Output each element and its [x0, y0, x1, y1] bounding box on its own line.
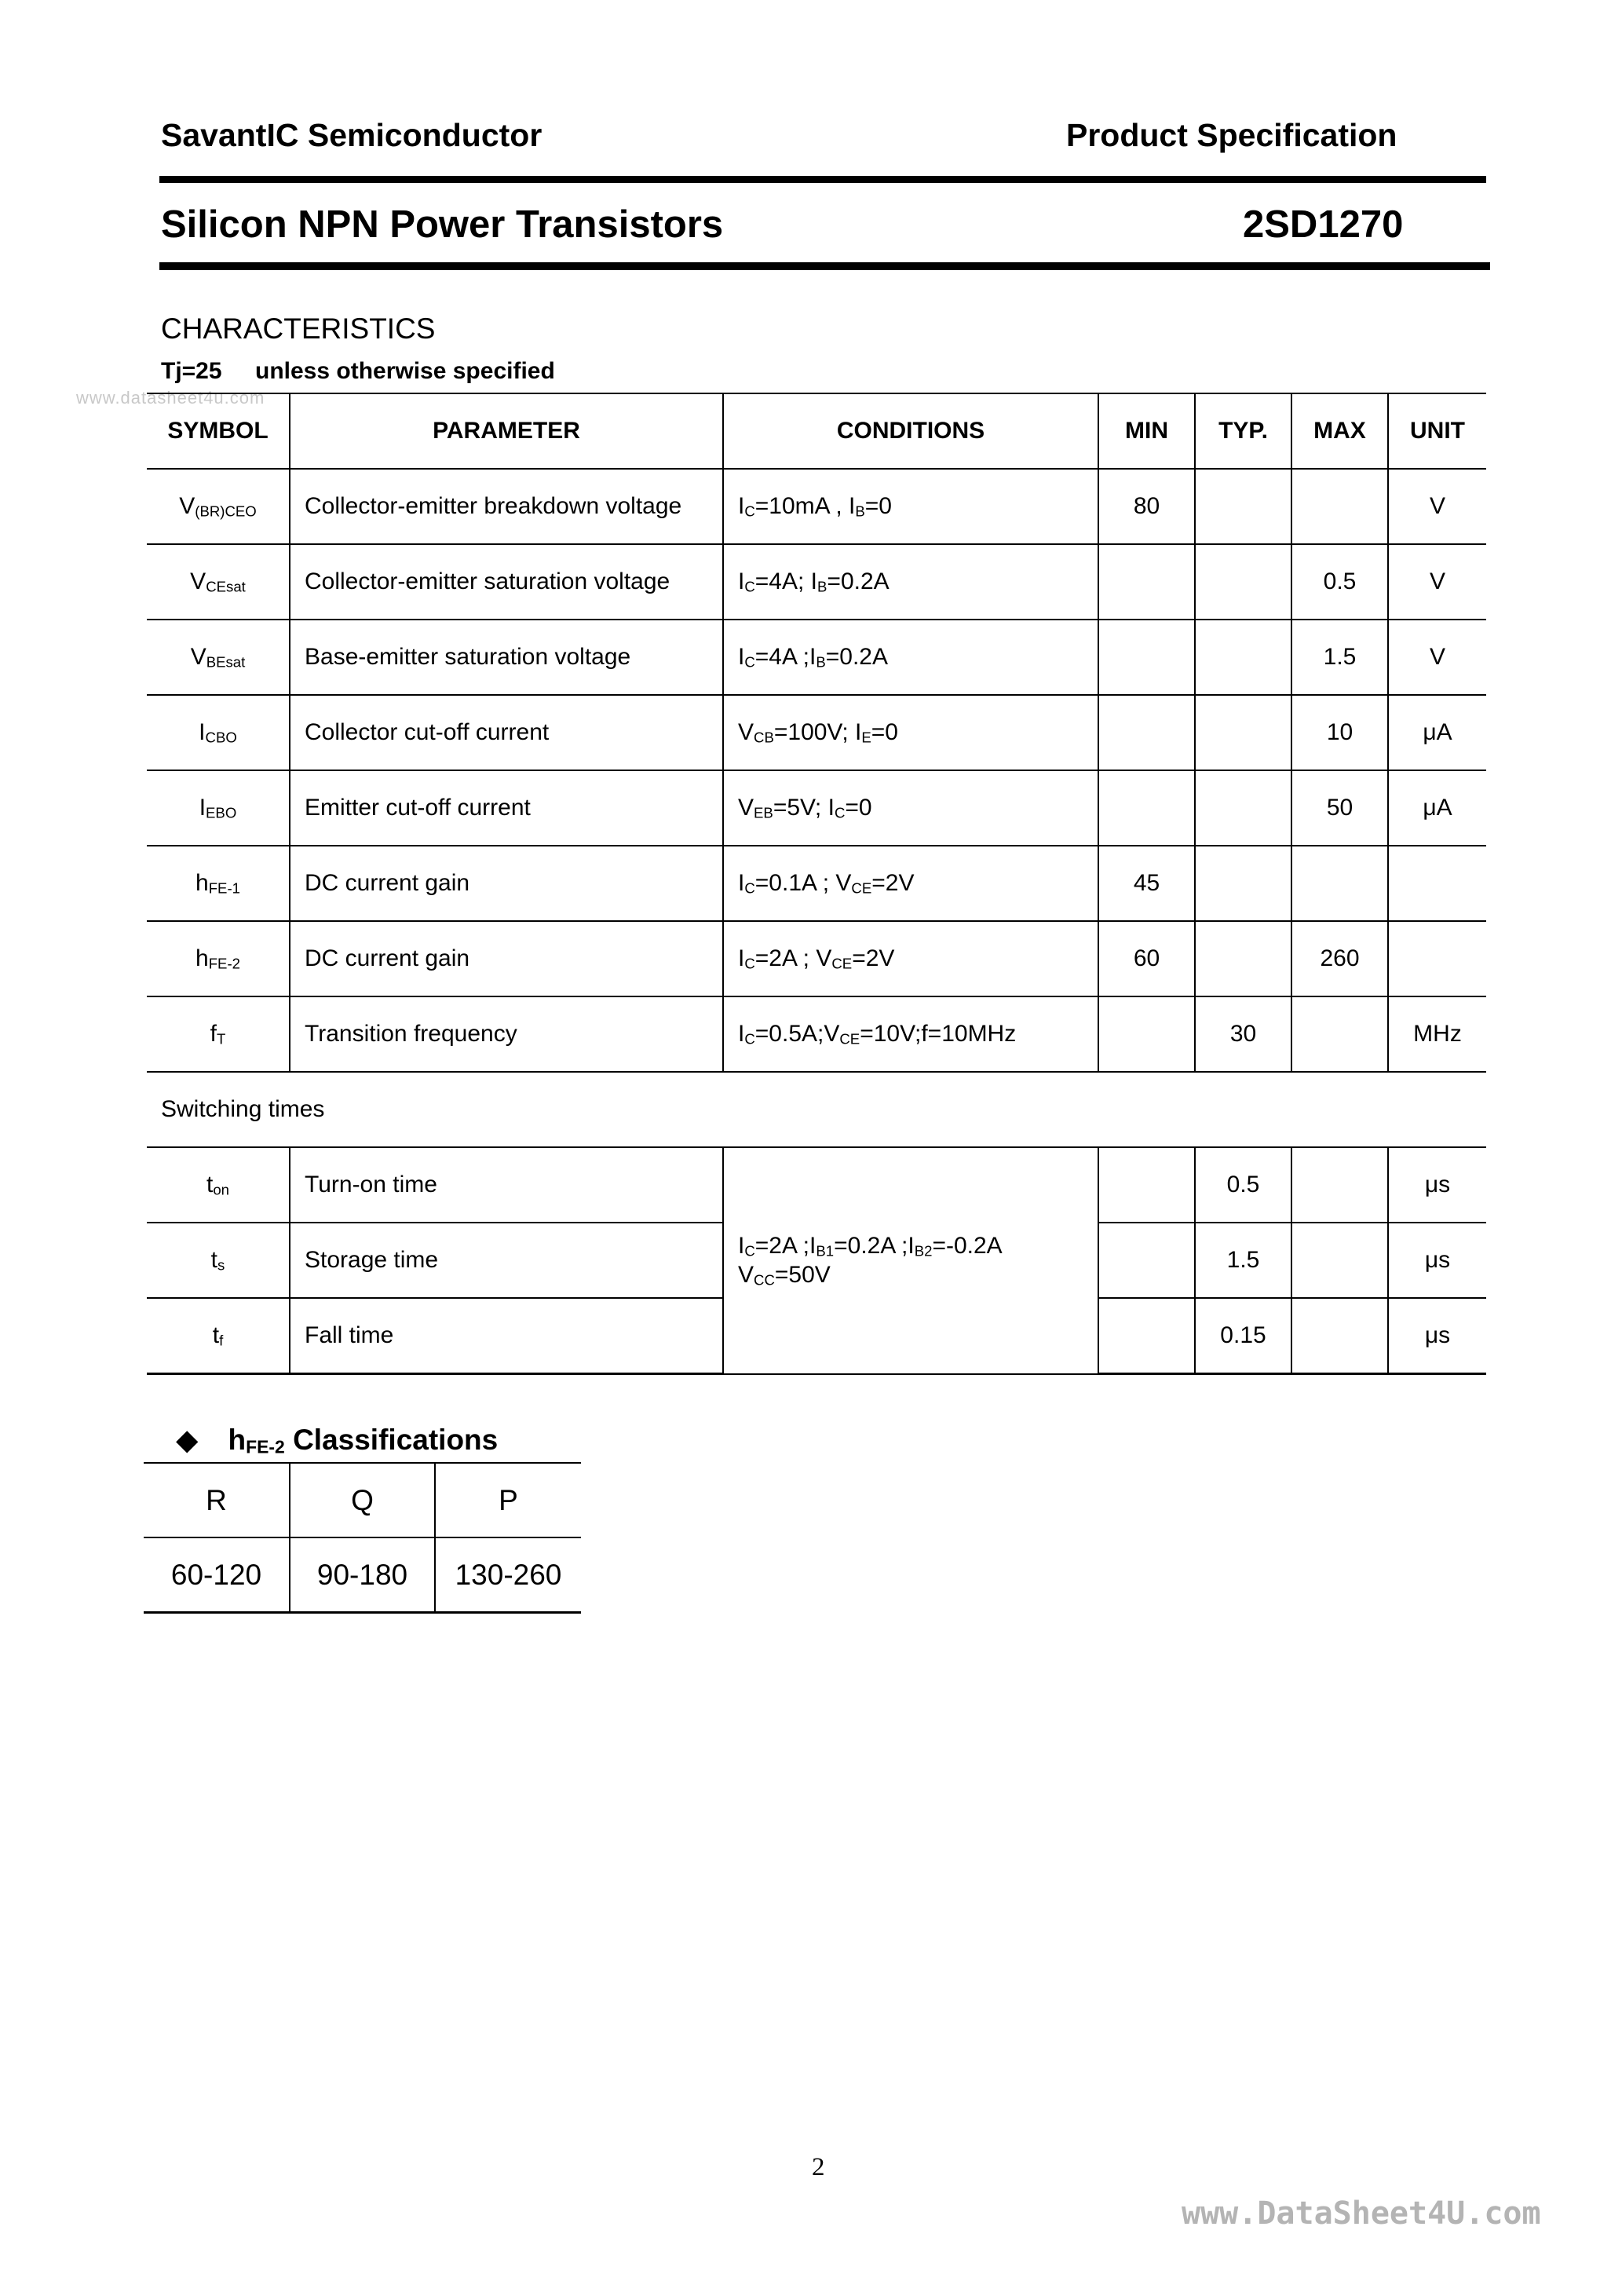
class-cell: P [435, 1463, 581, 1537]
condition-subscript: C [744, 653, 755, 671]
table-row [147, 620, 1486, 695]
condition-value: =0.2A [827, 569, 890, 594]
min-cell [1098, 544, 1195, 620]
symbol-letter: V [190, 569, 206, 594]
condition-subscript: B [817, 578, 827, 595]
symbol-letter: t [212, 1322, 220, 1348]
unit-cell: μs [1388, 1298, 1486, 1374]
min-cell: 60 [1098, 921, 1195, 996]
condition-subscript: CE [831, 955, 853, 972]
range-cell: 60-120 [144, 1537, 290, 1613]
condition-var: I [738, 644, 745, 670]
condition-var: V [835, 870, 852, 896]
typ-cell [1195, 620, 1291, 695]
switching-times-label: Switching times [147, 1072, 1486, 1147]
min-cell [1098, 695, 1195, 770]
symbol-cell [147, 846, 290, 921]
condition-subscript: B [816, 653, 826, 671]
condition-value: =10mA , [754, 493, 849, 519]
symbol-cell [147, 1147, 290, 1223]
symbol-cell [147, 1223, 290, 1298]
symbol-cell [147, 770, 290, 846]
typ-cell [1195, 846, 1291, 921]
min-cell [1098, 770, 1195, 846]
conditions-cell [723, 469, 1098, 544]
unit-cell: MHz [1388, 996, 1486, 1072]
class-cell: R [144, 1463, 290, 1537]
parameter-cell: Transition frequency [290, 996, 723, 1072]
unit-cell [1388, 846, 1486, 921]
symbol-cell [147, 921, 290, 996]
parameter-cell: Emitter cut-off current [290, 770, 723, 846]
symbol-subscript: CEsat [206, 578, 246, 595]
switching-conditions-cell [723, 1147, 1098, 1374]
parameter-cell: Storage time [290, 1223, 723, 1298]
condition-var: V [738, 719, 754, 745]
symbol-header: SYMBOL [147, 393, 290, 469]
condition-value: =2V [852, 945, 895, 971]
condition-subscript: B1 [816, 1242, 835, 1260]
characteristics-table [147, 393, 1486, 1375]
condition-subscript: CE [851, 879, 872, 897]
classification-heading [176, 1423, 498, 1457]
min-header: MIN [1098, 393, 1195, 469]
conditions-note: unless otherwise specified [255, 358, 555, 384]
symbol-letter: I [199, 795, 206, 821]
table-row [147, 846, 1486, 921]
condition-value: =50V [774, 1262, 831, 1289]
typ-cell [1195, 544, 1291, 620]
symbol-letter: V [179, 493, 195, 519]
unit-cell: μs [1388, 1223, 1486, 1298]
range-cell: 130-260 [435, 1537, 581, 1613]
condition-var: I [738, 945, 745, 971]
symbol-cell [147, 469, 290, 544]
table-row [147, 695, 1486, 770]
conditions-cell [723, 921, 1098, 996]
switching-row [147, 1147, 1486, 1223]
condition-subscript: B2 [914, 1242, 933, 1260]
condition-subscript: C [744, 503, 755, 520]
conditions-cell [723, 544, 1098, 620]
condition-value: =0.2A [825, 644, 888, 670]
parameter-cell: Collector-emitter breakdown voltage [290, 469, 723, 544]
table-row [147, 921, 1486, 996]
parameter-cell: DC current gain [290, 921, 723, 996]
tj-condition: Tj=25 [161, 358, 222, 384]
switching-condition-line [738, 1231, 1098, 1261]
max-cell [1291, 846, 1388, 921]
table-row [147, 469, 1486, 544]
typ-cell: 30 [1195, 996, 1291, 1072]
max-cell: 260 [1291, 921, 1388, 996]
condition-subscript: C [744, 1030, 755, 1047]
max-cell [1291, 1298, 1388, 1374]
condition-subscript: C [834, 804, 846, 821]
typ-cell [1195, 921, 1291, 996]
parameter-cell: Base-emitter saturation voltage [290, 620, 723, 695]
condition-subscript: CC [754, 1271, 775, 1289]
header-rule-bottom [159, 262, 1490, 270]
company-name: SavantIC Semiconductor [161, 117, 542, 153]
max-cell: 0.5 [1291, 544, 1388, 620]
condition-var: I [738, 569, 745, 594]
symbol-subscript: (BR)CEO [195, 503, 257, 520]
conditions-cell [723, 770, 1098, 846]
condition-value: =-0.2A [932, 1232, 1003, 1259]
condition-value: =10V;f=10MHz [860, 1021, 1017, 1047]
symbol-subscript: FE-2 [208, 955, 240, 972]
unit-cell: μs [1388, 1147, 1486, 1223]
classification-heading-subscript: FE-2 [246, 1436, 285, 1457]
conditions-cell [723, 695, 1098, 770]
symbol-subscript: T [216, 1030, 226, 1047]
max-cell [1291, 1223, 1388, 1298]
condition-value: =2V [871, 870, 915, 896]
switching-times-row [147, 1072, 1486, 1147]
parameter-cell: DC current gain [290, 846, 723, 921]
classification-class-row [144, 1463, 581, 1537]
min-cell: 80 [1098, 469, 1195, 544]
condition-subscript: E [861, 729, 871, 746]
conditions-cell [723, 846, 1098, 921]
range-cell: 90-180 [290, 1537, 435, 1613]
symbol-letter: f [210, 1021, 217, 1047]
condition-value: =0.1A ; [754, 870, 836, 896]
condition-var: I [809, 644, 816, 670]
condition-var: I [738, 1021, 745, 1047]
section-heading: CHARACTERISTICS [161, 313, 436, 345]
symbol-letter: h [195, 870, 209, 896]
max-header: MAX [1291, 393, 1388, 469]
symbol-subscript: on [213, 1181, 230, 1198]
symbol-subscript: BEsat [206, 653, 246, 671]
typ-cell: 0.15 [1195, 1298, 1291, 1374]
parameter-cell: Turn-on time [290, 1147, 723, 1223]
classification-table [144, 1462, 581, 1614]
symbol-letter: V [190, 644, 206, 670]
condition-value: =100V; [773, 719, 855, 745]
symbol-subscript: EBO [206, 804, 237, 821]
symbol-cell [147, 996, 290, 1072]
parameter-cell: Collector cut-off current [290, 695, 723, 770]
condition-var: V [738, 795, 754, 821]
table-row [147, 770, 1486, 846]
table-row [147, 544, 1486, 620]
conditions-cell [723, 620, 1098, 695]
symbol-cell [147, 1298, 290, 1374]
symbol-subscript: s [217, 1256, 225, 1274]
watermark-top: www.datasheet4u.com [76, 388, 265, 408]
max-cell: 1.5 [1291, 620, 1388, 695]
condition-var: I [738, 1232, 745, 1259]
unit-cell [1388, 921, 1486, 996]
condition-var: I [809, 1232, 816, 1259]
typ-cell: 1.5 [1195, 1223, 1291, 1298]
typ-cell [1195, 770, 1291, 846]
classification-range-row [144, 1537, 581, 1613]
unit-header: UNIT [1388, 393, 1486, 469]
document-title: Silicon NPN Power Transistors [161, 203, 724, 246]
condition-var: I [827, 795, 835, 821]
condition-var: V [824, 1021, 840, 1047]
condition-var: V [738, 1262, 754, 1289]
document-type: Product Specification [1066, 117, 1397, 153]
parameter-cell: Fall time [290, 1298, 723, 1374]
min-cell [1098, 996, 1195, 1072]
min-cell [1098, 620, 1195, 695]
condition-value: =5V; [773, 795, 828, 821]
condition-subscript: C [744, 1242, 755, 1260]
typ-cell: 0.5 [1195, 1147, 1291, 1223]
symbol-cell [147, 620, 290, 695]
condition-subscript: C [744, 955, 755, 972]
condition-var: I [738, 493, 745, 519]
max-cell: 10 [1291, 695, 1388, 770]
symbol-subscript: f [219, 1332, 224, 1349]
symbol-letter: h [195, 945, 209, 971]
typ-cell [1195, 469, 1291, 544]
condition-var: I [849, 493, 856, 519]
condition-var: I [810, 569, 818, 594]
condition-var: V [816, 945, 832, 971]
typ-header: TYP. [1195, 393, 1291, 469]
typ-cell [1195, 695, 1291, 770]
page-number: 2 [812, 2153, 825, 2181]
conditions-cell [723, 996, 1098, 1072]
condition-subscript: B [855, 503, 865, 520]
conditions-header: CONDITIONS [723, 393, 1098, 469]
min-cell [1098, 1147, 1195, 1223]
header-rule-top [159, 176, 1486, 183]
unit-cell: V [1388, 469, 1486, 544]
table-header-row [147, 393, 1486, 469]
symbol-cell [147, 544, 290, 620]
parameter-cell: Collector-emitter saturation voltage [290, 544, 723, 620]
condition-value: =2A ; [754, 945, 816, 971]
symbol-subscript: FE-1 [208, 879, 240, 897]
max-cell [1291, 1147, 1388, 1223]
watermark-bottom: www.DataSheet4U.com [1182, 2195, 1541, 2232]
classification-heading-text: Classifications [284, 1424, 499, 1456]
min-cell [1098, 1298, 1195, 1374]
condition-value: =2A ; [754, 1232, 810, 1259]
condition-subscript: CE [839, 1030, 860, 1047]
symbol-letter: I [199, 719, 206, 745]
condition-value: =0.2A ; [834, 1232, 908, 1259]
condition-value: =0 [845, 795, 872, 821]
symbol-letter: t [210, 1247, 218, 1273]
unit-cell: V [1388, 544, 1486, 620]
condition-value: =4A ; [754, 644, 810, 670]
condition-value: =0 [871, 719, 898, 745]
symbol-subscript: CBO [205, 729, 237, 746]
condition-subscript: EB [754, 804, 773, 821]
condition-value: =0.5A; [754, 1021, 824, 1047]
condition-subscript: C [744, 578, 755, 595]
unit-cell: V [1388, 620, 1486, 695]
class-cell: Q [290, 1463, 435, 1537]
parameter-header: PARAMETER [290, 393, 723, 469]
classification-heading-symbol: h [228, 1424, 247, 1456]
condition-value: =4A; [754, 569, 811, 594]
symbol-letter: t [206, 1172, 214, 1197]
condition-subscript: CB [754, 729, 774, 746]
switching-condition-line [738, 1260, 1098, 1290]
max-cell [1291, 996, 1388, 1072]
unit-cell: μA [1388, 695, 1486, 770]
min-cell [1098, 1223, 1195, 1298]
table-row [147, 996, 1486, 1072]
symbol-cell [147, 695, 290, 770]
max-cell [1291, 469, 1388, 544]
condition-var: I [738, 870, 745, 896]
condition-var: I [908, 1232, 915, 1259]
condition-subscript: C [744, 879, 755, 897]
diamond-bullet-icon: ◆ [176, 1424, 199, 1456]
min-cell: 45 [1098, 846, 1195, 921]
condition-value: =0 [864, 493, 892, 519]
part-number: 2SD1270 [1243, 203, 1404, 246]
max-cell: 50 [1291, 770, 1388, 846]
unit-cell: μA [1388, 770, 1486, 846]
condition-var: I [855, 719, 862, 745]
